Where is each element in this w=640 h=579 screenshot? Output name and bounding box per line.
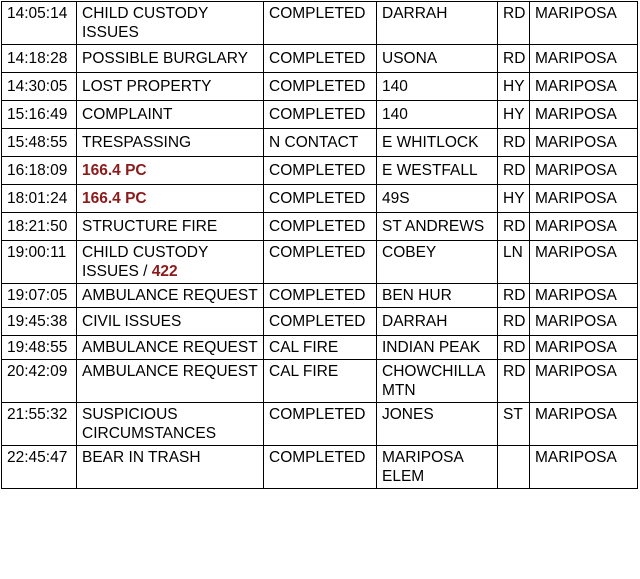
table-row [2, 446, 638, 489]
status-cell: COMPLETED [264, 213, 377, 241]
street-cell: 140 [377, 101, 498, 129]
street-cell: 140 [377, 73, 498, 101]
city-cell: MARIPOSA [530, 360, 638, 403]
status-cell: COMPLETED [264, 241, 377, 284]
city-cell: MARIPOSA [530, 185, 638, 213]
city-cell: MARIPOSA [530, 45, 638, 73]
status-cell: COMPLETED [264, 446, 377, 489]
suffix-cell: RD [498, 157, 530, 185]
time-cell: 18:21:50 [2, 213, 77, 241]
suffix-cell: RD [498, 336, 530, 360]
time-cell: 14:30:05 [2, 73, 77, 101]
table-row [2, 2, 638, 45]
time-cell: 21:55:32 [2, 403, 77, 446]
incident-cell: POSSIBLE BURGLARY [77, 45, 264, 73]
time-cell: 19:48:55 [2, 336, 77, 360]
street-cell: E WHITLOCK [377, 129, 498, 157]
city-cell: MARIPOSA [530, 446, 638, 489]
status-cell: CAL FIRE [264, 360, 377, 403]
status-cell: COMPLETED [264, 403, 377, 446]
status-cell: COMPLETED [264, 185, 377, 213]
table-row [2, 213, 638, 241]
incident-cell: COMPLAINT [77, 101, 264, 129]
suffix-cell: ST [498, 403, 530, 446]
street-cell: E WESTFALL [377, 157, 498, 185]
incident-cell: BEAR IN TRASH [77, 446, 264, 489]
suffix-cell: HY [498, 73, 530, 101]
incident-code: 422 [151, 263, 178, 280]
incident-code-cell: 166.4 PC [77, 157, 264, 185]
suffix-cell: HY [498, 185, 530, 213]
incident-code-cell: 166.4 PC [77, 185, 264, 213]
table-row [2, 308, 638, 336]
table-row [2, 129, 638, 157]
status-cell: CAL FIRE [264, 336, 377, 360]
status-cell: N CONTACT [264, 129, 377, 157]
city-cell: MARIPOSA [530, 129, 638, 157]
street-cell: DARRAH [377, 308, 498, 336]
suffix-cell: RD [498, 45, 530, 73]
time-cell: 15:16:49 [2, 101, 77, 129]
street-cell: DARRAH [377, 2, 498, 45]
incident-cell: AMBULANCE REQUEST [77, 360, 264, 403]
suffix-cell: RD [498, 308, 530, 336]
status-cell: COMPLETED [264, 308, 377, 336]
status-cell: COMPLETED [264, 284, 377, 308]
status-cell: COMPLETED [264, 45, 377, 73]
table-row [2, 73, 638, 101]
city-cell: MARIPOSA [530, 213, 638, 241]
incident-cell: CIVIL ISSUES [77, 308, 264, 336]
table-row [2, 185, 638, 213]
time-cell: 20:42:09 [2, 360, 77, 403]
street-cell: JONES [377, 403, 498, 446]
city-cell: MARIPOSA [530, 157, 638, 185]
street-cell: COBEY [377, 241, 498, 284]
suffix-cell: LN [498, 241, 530, 284]
incident-cell: AMBULANCE REQUEST [77, 336, 264, 360]
table-row [2, 101, 638, 129]
street-cell: INDIAN PEAK [377, 336, 498, 360]
status-cell: COMPLETED [264, 2, 377, 45]
table-row [2, 45, 638, 73]
street-cell: ST ANDREWS [377, 213, 498, 241]
table-row [2, 336, 638, 360]
street-cell: 49S [377, 185, 498, 213]
incident-cell: LOST PROPERTY [77, 73, 264, 101]
suffix-cell: RD [498, 129, 530, 157]
table-row [2, 241, 638, 284]
incident-table [1, 1, 638, 489]
incident-cell: STRUCTURE FIRE [77, 213, 264, 241]
city-cell: MARIPOSA [530, 241, 638, 284]
time-cell: 18:01:24 [2, 185, 77, 213]
status-cell: COMPLETED [264, 73, 377, 101]
status-cell: COMPLETED [264, 101, 377, 129]
table-row [2, 360, 638, 403]
street-cell: BEN HUR [377, 284, 498, 308]
suffix-cell [498, 446, 530, 489]
street-cell: CHOWCHILLA MTN [377, 360, 498, 403]
city-cell: MARIPOSA [530, 308, 638, 336]
table-row [2, 284, 638, 308]
city-cell: MARIPOSA [530, 403, 638, 446]
incident-log [1, 1, 637, 489]
incident-cell [77, 241, 264, 284]
city-cell: MARIPOSA [530, 336, 638, 360]
city-cell: MARIPOSA [530, 101, 638, 129]
incident-cell: SUSPICIOUS CIRCUMSTANCES [77, 403, 264, 446]
suffix-cell: HY [498, 101, 530, 129]
suffix-cell: RD [498, 284, 530, 308]
incident-text: CHILD CUSTODY ISSUES / [82, 244, 209, 280]
street-cell: USONA [377, 45, 498, 73]
city-cell: MARIPOSA [530, 73, 638, 101]
time-cell: 14:05:14 [2, 2, 77, 45]
time-cell: 14:18:28 [2, 45, 77, 73]
table-row [2, 157, 638, 185]
status-cell: COMPLETED [264, 157, 377, 185]
table-row [2, 403, 638, 446]
suffix-cell: RD [498, 213, 530, 241]
city-cell: MARIPOSA [530, 2, 638, 45]
time-cell: 15:48:55 [2, 129, 77, 157]
street-cell: MARIPOSA ELEM [377, 446, 498, 489]
incident-cell: AMBULANCE REQUEST [77, 284, 264, 308]
time-cell: 19:07:05 [2, 284, 77, 308]
incident-cell: CHILD CUSTODY ISSUES [77, 2, 264, 45]
city-cell: MARIPOSA [530, 284, 638, 308]
time-cell: 19:45:38 [2, 308, 77, 336]
time-cell: 19:00:11 [2, 241, 77, 284]
time-cell: 22:45:47 [2, 446, 77, 489]
time-cell: 16:18:09 [2, 157, 77, 185]
incident-cell: TRESPASSING [77, 129, 264, 157]
suffix-cell: RD [498, 360, 530, 403]
suffix-cell: RD [498, 2, 530, 45]
